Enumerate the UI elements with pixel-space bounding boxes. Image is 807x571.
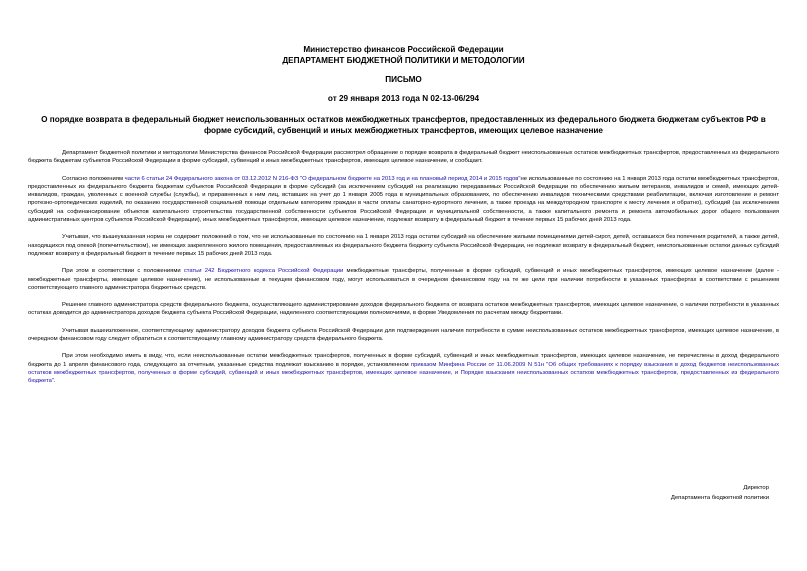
signatory-position: Директор bbox=[743, 485, 769, 491]
paragraph-2 bbox=[28, 175, 779, 225]
paragraph-5: Решение главного администратора средств федерального бюджета, осуществляющего администрирование доходов федерального бюджета от возврата остатков межбюджетных трансфертов, имеющих целевое назначение, о наличии потребности в указанных остатках доводится до администратора доходов бюджета субъекта Российской Федерации, наделенного соответствующими полномочиями, в форме Уведомления по расчетам между бюджетами. bbox=[28, 302, 779, 317]
signature-block bbox=[671, 483, 769, 503]
minfin-order-51n-link[interactable]: приказом Минфина России от 11.06.2009 N 51н "Об общих требованиях к порядку взыскания в доход бюджетов неиспользованных остатков межбюджетных трансфертов, полученных в форме субсидий, субвенций и иных межбюджетных трансфертов, имеющих целевое назначение, и Порядке взыскания неиспользованных остатков межбюджетных трансфертов, предоставленных из федерального бюджета" bbox=[28, 361, 779, 385]
paragraph-7-prefix: При этом необходимо иметь в виду, что, если неиспользованные остатки межбюджетных трансфертов, полученных в форме субсидий, субвенций и иных межбюджетных трансфертов, имеющих целевое назначение, не перечислены в доход федерального бюджета до 1 апреля финансового года, следующего за отчетным, указанные средства подлежат взысканию в порядке, установленном bbox=[28, 353, 779, 368]
paragraph-7 bbox=[28, 352, 779, 385]
paragraph-4-text: межбюджетные трансферты, полученные в форме субсидий, субвенций и иных межбюджетных трансфертов, имеющих целевое назначение (далее - межбюджетные трансферты, имеющие целевое назначение), не использованные в текущем финансовом году, могут использоваться в очередном финансовом году на те же цели при наличии потребности в указанных трансфертах в соответствии с решением соответствующего главного администратора бюджетных средств. bbox=[28, 268, 780, 291]
department-name: ДЕПАРТАМЕНТ БЮДЖЕТНОЙ ПОЛИТИКИ И МЕТОДОЛОГИИ bbox=[282, 56, 525, 65]
signatory-department: Департамента бюджетной политики bbox=[670, 495, 769, 501]
paragraph-7-end: . bbox=[53, 378, 56, 385]
document-title: О порядке возврата в федеральный бюджет неиспользованных остатков межбюджетных трансфертов, предоставленных из федерального бюджета бюджетам субъектов РФ в форме субсидий, субвенций и иных межбюджетных трансфертов, имеющих целевое назначение bbox=[41, 115, 766, 135]
paragraph-2-prefix: Согласно положениям bbox=[62, 175, 125, 182]
paragraph-6: Учитывая вышеизложенное, соответствующему администратору доходов бюджета субъекта Российской Федерации для подтверждения наличия потребности в сумме неиспользованных остатков межбюджетных трансфертов, имеющих целевое назначение, в очередном финансовом году следует обратиться к соответствующему главному администратору средств федерального бюджета. bbox=[28, 327, 779, 343]
budget-code-article-242-link[interactable]: статьи 242 Бюджетного кодекса Российской Федерации bbox=[183, 268, 344, 275]
law-216-fz-link[interactable]: части 6 статьи 24 Федерального закона от 03.12.2012 N 216-ФЗ "О федеральном бюджете на 2013 год и на плановый период 2014 и 2015 годов" bbox=[124, 175, 521, 182]
document-date: от 29 января 2013 года N 02-13-06/294 bbox=[327, 94, 480, 103]
letter-document bbox=[28, 44, 779, 386]
paragraph-4-prefix: При этом в соответствии с положениями bbox=[62, 268, 184, 275]
paragraph-2-text: не использованные по состоянию на 1 января 2013 года остатки межбюджетных трансфертов, предоставленных из федерального бюджета бюджетам субъектов Российской Федерации в форме субсидий (за исключением субсидий на реализацию передаваемых Российской Федерации по обеспечению жильем ветеранов, инвалидов и семей, имеющих детей-инвалидов, граждан, уволенных с военной службы (службы), и приравненных к ним лиц, вставших на учет до 1 января 2005 года в муниципальных образованиях, по обеспечению инвалидов техническими средствами реабилитации, включая изготовление и ремонт протезно-ортопедических изделий, по оказанию государственной социальной помощи отдельным категориям граждан в части оплаты санаторно-курортного лечения, а также проезда на междугородном транспорте к месту лечения и обратно), субсидий (за исключением субсидий на софинансирование объектов капитального строительства государственной собственности субъектов Российской Федерации и муниципальной собственности, а также капитального ремонта и ремонта автомобильных дорог общего пользования административных центров субъектов Российской Федерации), иных межбюджетных трансфертов, имеющих целевое назначение, подлежат возврату в федеральный бюджет в течение первых 15 рабочих дней 2013 года. bbox=[28, 175, 779, 224]
paragraph-4 bbox=[28, 267, 779, 292]
paragraph-3: Учитывая, что вышеуказанная норма не содержит положений о том, что не использованные по состоянию на 1 января 2013 года остатки субсидий на обеспечение жилыми помещениями детей-сирот, детей, оставшихся без попечения родителей, а также детей, находящихся под опекой (попечительством), не имеющих закрепленного жилого помещения, предоставляемых из федерального бюджета бюджету субъекта Российской Федерации, не подлежат возврату в федеральный бюджет, неиспользованные остатки данных субсидий подлежат возврату в федеральный бюджет в течение первых 15 рабочих дней 2013 года. bbox=[28, 234, 779, 257]
ministry-name: Министерство финансов Российской Федерации bbox=[303, 45, 504, 54]
paragraph-1: Департамент бюджетной политики и методологии Министерства финансов Российской Федерации рассмотрел обращение о порядке возврата в федеральный бюджет неиспользованных остатков межбюджетных трансфертов, предоставленных из федерального бюджета бюджетам субъектов Российской Федерации в форме субсидий, субвенций и иных межбюджетных трансфертов, имеющих целевое назначение, и сообщает. bbox=[28, 150, 779, 165]
document-type: ПИСЬМО bbox=[385, 75, 422, 84]
